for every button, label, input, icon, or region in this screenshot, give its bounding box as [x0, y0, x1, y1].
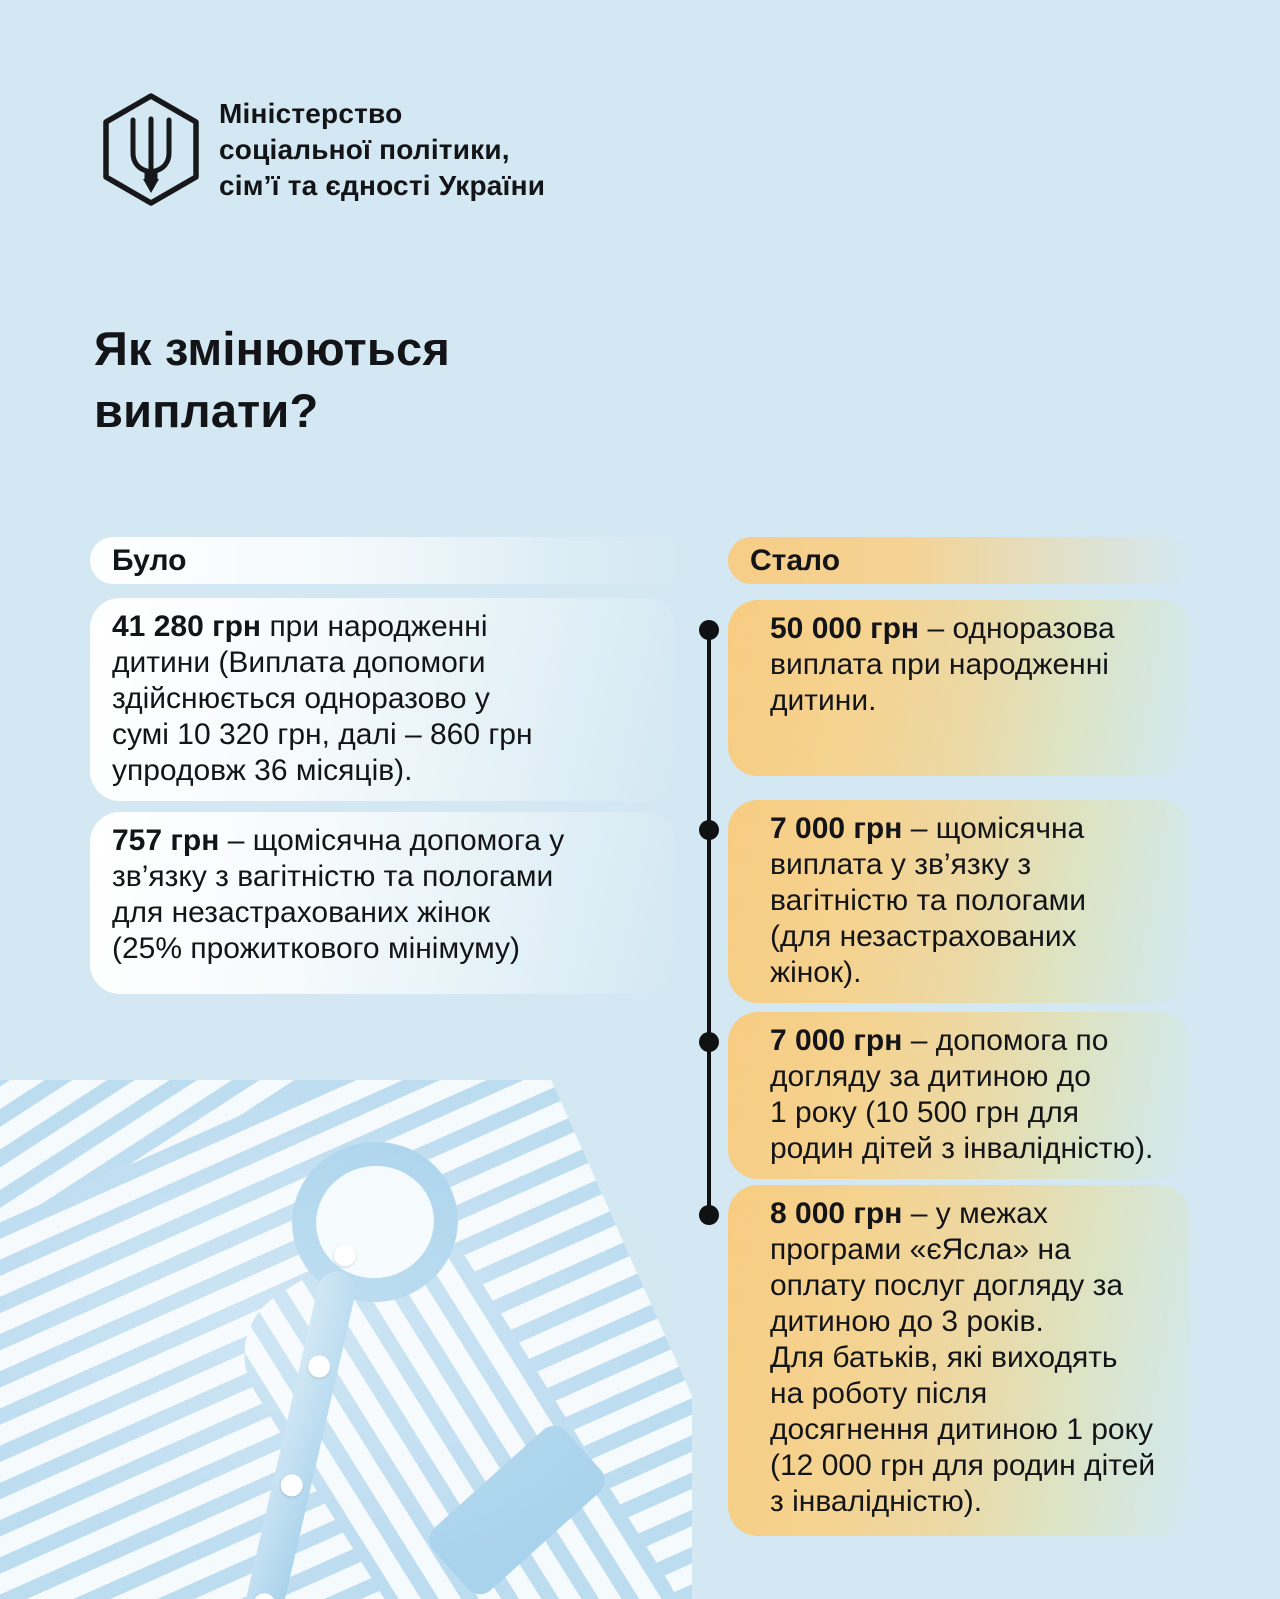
card-text-line: [770, 611, 1170, 647]
ministry-name-line: сім’ї та єдності України: [219, 170, 546, 201]
card-text-line: [770, 811, 1170, 847]
amount-value: 7 000 грн: [770, 812, 903, 845]
card-text-line: зв’язку з вагітністю та пологами: [112, 860, 554, 893]
card-text-line: дитини.: [770, 684, 877, 717]
after-card-birth-payment: [728, 600, 1190, 776]
card-text-line: 1 року (10 500 грн для: [770, 1096, 1080, 1129]
card-text-line: дитиною до 3 років.: [770, 1305, 1044, 1338]
card-text-line: дитини (Виплата допомоги: [112, 646, 486, 679]
column-header-before-label: Було: [112, 543, 187, 577]
card-text-line: програми «єЯсла» на: [770, 1233, 1071, 1266]
after-card-maternity-payment: [728, 800, 1190, 1003]
card-text: при народженні: [269, 610, 488, 643]
card-text-line: з інвалідністю).: [770, 1485, 983, 1518]
timeline-line: [707, 630, 711, 1216]
card-text: – допомога по: [910, 1024, 1109, 1057]
card-text-line: виплата при народженні: [770, 648, 1109, 681]
page-title-line: Як змінюються: [94, 322, 450, 375]
card-text-line: [112, 609, 656, 645]
amount-value: 50 000 грн: [770, 612, 920, 645]
card-text: – щомісячна допомога у: [227, 824, 565, 857]
column-header-after-label: Стало: [750, 543, 841, 577]
trident-hexagon-icon: [100, 92, 202, 208]
card-text-line: здійснюється одноразово у: [112, 682, 490, 715]
column-header-before: [90, 537, 690, 584]
card-text-line: [770, 1023, 1170, 1059]
card-text: – одноразова: [927, 612, 1115, 645]
ministry-name-line: Міністерство: [219, 98, 403, 129]
card-text-line: жінок).: [770, 956, 862, 989]
timeline-dot: [699, 1032, 719, 1052]
column-header-after: [728, 537, 1190, 584]
card-text-line: (для незастрахованих: [770, 920, 1077, 953]
photo-highlight: [0, 1080, 692, 1599]
card-text-line: на роботу після: [770, 1377, 988, 1410]
card-text-line: сумі 10 320 грн, далі – 860 грн: [112, 718, 533, 751]
card-text-line: догляду за дитиною до: [770, 1060, 1091, 1093]
amount-value: 7 000 грн: [770, 1024, 903, 1057]
card-text-line: упродовж 36 місяців).: [112, 754, 413, 787]
before-card-maternity-payment: [90, 812, 676, 994]
amount-value: 41 280 грн: [112, 610, 262, 643]
card-text-line: виплата у зв’язку з: [770, 848, 1032, 881]
ministry-name-line: соціальної політики,: [219, 134, 510, 165]
card-text: – щомісячна: [910, 812, 1085, 845]
after-card-eyasla-program: [728, 1185, 1190, 1536]
after-card-childcare-payment: [728, 1012, 1190, 1179]
card-text-line: (25% прожиткового мінімуму): [112, 932, 521, 965]
ministry-logo-icon: [100, 92, 202, 208]
baby-onesie-photo: [0, 1080, 692, 1599]
card-text-line: Для батьків, які виходять: [770, 1341, 1118, 1374]
timeline-dot: [699, 820, 719, 840]
timeline-dot: [699, 1205, 719, 1225]
card-text: – у межах: [910, 1197, 1048, 1230]
card-text-line: оплату послуг догляду за: [770, 1269, 1124, 1302]
card-text-line: для незастрахованих жінок: [112, 896, 491, 929]
ministry-name: [219, 96, 545, 204]
amount-value: 8 000 грн: [770, 1197, 903, 1230]
card-text-line: вагітністю та пологами: [770, 884, 1087, 917]
card-text-line: [112, 823, 656, 859]
card-text-line: досягнення дитиною 1 року: [770, 1413, 1154, 1446]
page-title-line: виплати?: [94, 384, 319, 437]
page-title: [94, 318, 450, 442]
timeline-dot: [699, 620, 719, 640]
card-text-line: (12 000 грн для родин дітей: [770, 1449, 1156, 1482]
card-text-line: [770, 1196, 1170, 1232]
before-card-birth-payment: [90, 598, 676, 801]
card-text-line: родин дітей з інвалідністю).: [770, 1132, 1154, 1165]
amount-value: 757 грн: [112, 824, 220, 857]
